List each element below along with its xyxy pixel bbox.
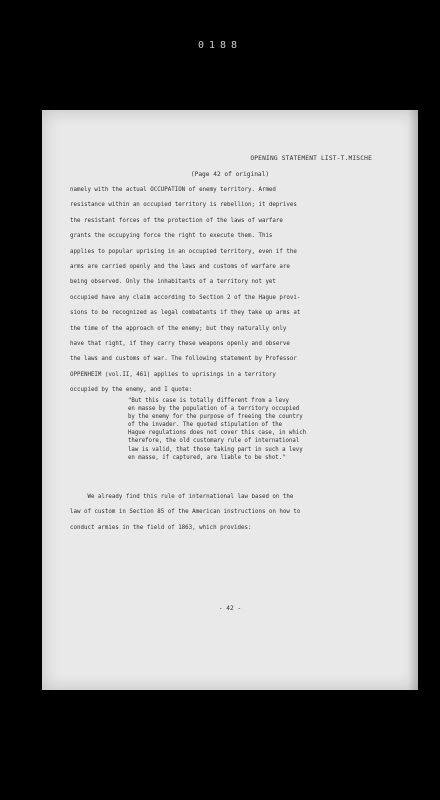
quote-line: en masse, if captured, are liable to be shot." — [128, 454, 286, 461]
block-quote — [128, 397, 388, 462]
body-text-continued — [70, 490, 388, 536]
page-number: - 42 - — [218, 605, 242, 612]
running-head: OPENING STATEMENT LIST-T.MISCHE — [250, 155, 372, 162]
quote-line: Hague regulations does not cover this case, in which — [128, 430, 307, 437]
quote-line: by the enemy for the purpose of freeing the country — [128, 414, 303, 421]
body-line: arms are carried openly and the laws and customs of warfare are — [70, 264, 290, 271]
body-line: the laws and customs of war. The following statement by Professor — [70, 356, 297, 363]
body-line: We already find this rule of international law based on the — [70, 494, 294, 500]
body-line: occupied have any claim according to Section 2 of the Hague provi- — [70, 294, 301, 301]
original-page-reference: (Page 42 of original) — [190, 171, 270, 178]
quote-line: en masse by the population of a territory occupied — [128, 406, 300, 413]
body-line: occupied by the enemy, and I quote: — [70, 387, 193, 394]
quote-line: law is valid, that those taking part in such a levy — [128, 446, 303, 453]
body-line: resistance within an occupied territory is rebellion; it deprives — [70, 202, 297, 209]
quote-line: therefore, the old customary rule of international — [128, 438, 300, 445]
body-line: namely with the actual OCCUPATION of enemy territory. Armed — [70, 187, 276, 193]
body-line: applies to popular uprising in an occupied territory, even if the — [70, 248, 297, 255]
quote-line: "But this case is totally different from a levy — [128, 398, 289, 404]
body-line: OPPENHEIM (vol.II, 461) applies to uprisings in a territory — [70, 371, 276, 378]
document-page — [42, 110, 418, 690]
body-line: law of custom in Section 85 of the American instructions on how to — [70, 509, 301, 516]
body-text — [70, 183, 388, 399]
body-line: have that right, if they carry these weapons openly and observe — [70, 341, 290, 348]
quote-line: of the invader. The quoted stipulation of the — [128, 422, 283, 429]
body-line: sions to be recognized as legal combatants if they take up arms at — [70, 310, 301, 317]
body-line: the time of the approach of the enemy; but they naturally only — [70, 325, 287, 332]
body-line: the resistant forces of the protection of the laws of warfare — [70, 217, 283, 224]
body-line: grants the occupying force the right to execute them. This — [70, 233, 273, 240]
frame-number: 0188 — [197, 40, 243, 51]
body-line: conduct armies in the field of 1863, which provides: — [70, 524, 252, 531]
body-line: being observed. Only the inhabitants of a territory not yet — [70, 279, 276, 286]
